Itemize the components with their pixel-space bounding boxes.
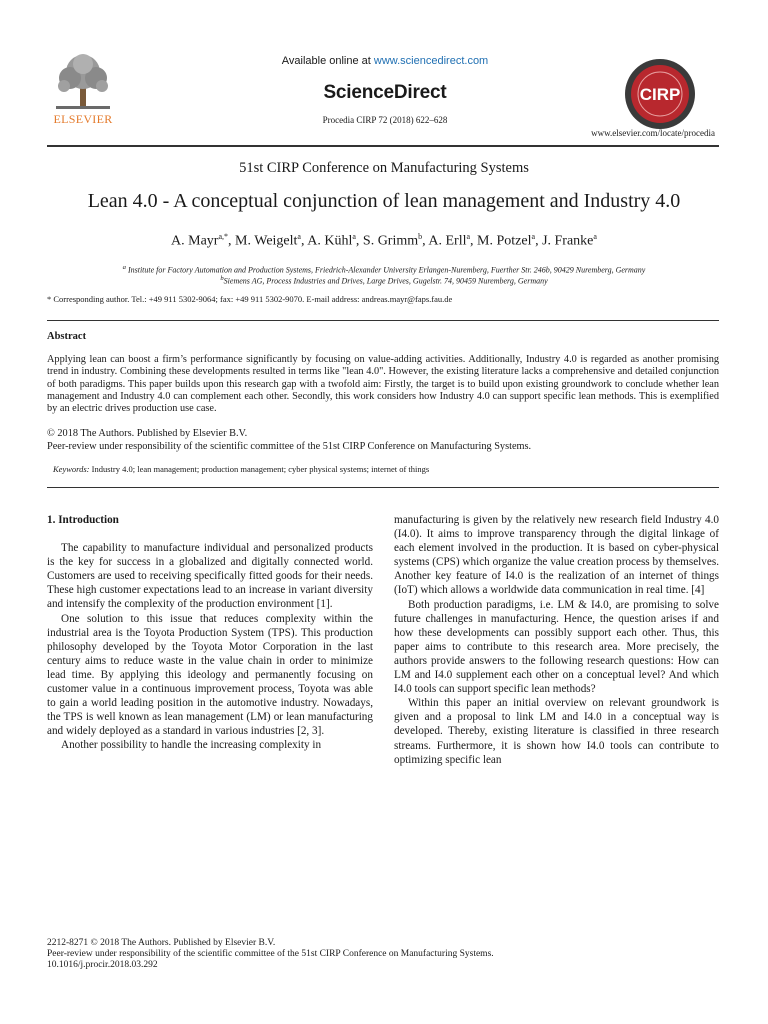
corresponding-author: * Corresponding author. Tel.: +49 911 5302-9064; fax: +49 911 5302-9070. E-mail address: andreas.mayr@faps.fau.de [47, 294, 453, 304]
publisher-name: ELSEVIER [53, 112, 113, 126]
cirp-logo [624, 58, 696, 130]
paragraph: manufacturing is given by the relatively new research field Industry 4.0 (I4.0). It aims to improve transparency through the digital linkage of each element involved in the production. It is based on cyber-physical systems (CPS) which organize the value creation process by themselves. Another key feature of I4.0 is the realization of an internet of things (IoT) which allows a worldwide data communication in real time. [4] [394, 514, 719, 597]
author: A. Erll [428, 233, 467, 249]
conference-name: 51st CIRP Conference on Manufacturing Systems [239, 160, 529, 176]
author-sup: a [466, 232, 471, 241]
affiliation-sup: a [122, 264, 126, 271]
author-sup: a,* [218, 232, 229, 241]
platform-name: ScienceDirect [323, 82, 447, 103]
affiliation-sup: b [220, 275, 224, 282]
paragraph: Within this paper an initial overview on relevant groundwork is given and a proposal to link LM and I4.0 in a conceptual way is developed. Thereby, existing literature is classified in three research streams. Furthermore, it is shown how I4.0 tools can contribute to optimizing specific lean [394, 697, 719, 766]
journal-url[interactable]: www.elsevier.com/locate/procedia [591, 128, 715, 138]
keywords-text: Industry 4.0; lean management; production management; cyber physical systems; internet of things [89, 464, 430, 474]
cirp-logo-icon [624, 58, 696, 130]
available-online [200, 55, 570, 67]
section-heading: 1. Introduction [47, 514, 119, 526]
page-footer [47, 938, 494, 971]
sciencedirect-link[interactable]: www.sciencedirect.com [373, 55, 489, 67]
footer-doi[interactable]: 10.1016/j.procir.2018.03.292 [47, 960, 158, 970]
abstract-top-divider [47, 320, 719, 321]
author: M. Potzel [477, 233, 532, 249]
paragraph: The capability to manufacture individual and personalized products is the key for success in a globalized and digitally connected world. Customers are used to receiving specifically fitted goods for their needs. These high customer expectations lead to an increase in variant diversity and intensify the complexity of the production environment [1]. [47, 542, 373, 611]
left-column [47, 513, 373, 753]
header-divider [47, 145, 719, 147]
author-sup: a [531, 232, 536, 241]
keywords-label: Keywords: [53, 464, 90, 474]
paragraph: Another possibility to handle the increasing complexity in [61, 739, 322, 752]
copyright-block [47, 428, 531, 453]
author-sup: a [593, 232, 597, 241]
author-sup: a [297, 232, 301, 241]
cirp-logo-text: CIRP [639, 85, 681, 104]
paper-title: Lean 4.0 - A conceptual conjunction of lean management and Industry 4.0 [87, 190, 681, 212]
footer-peer-review: Peer-review under responsibility of the scientific committee of the 51st CIRP Conference on Manufacturing Systems. [47, 949, 494, 959]
keywords [53, 464, 429, 474]
available-prefix: Available online at [281, 55, 374, 67]
elsevier-tree-icon [52, 52, 114, 110]
author: J. Franke [542, 233, 594, 249]
author-sup: b [418, 232, 423, 241]
author: A. Kühl [307, 233, 353, 249]
paragraph: One solution to this issue that reduces complexity within the industrial area is the Toyota Production System (TPS). This production philosophy developed by the Toyota Motor Corporation in the last century aims to reduce waste in the value chain in order to minimize lead time. By applying this ideology and permanently focusing on customer value in a continuous improvement process, Toyota was able to gain a world leading position in the automotive industry. Nowadays, the TPS is well known as lean management (LM) or lean manufacturing and widely deployed as a standard in various industries [2, 3]. [47, 612, 373, 738]
peer-review-line: Peer-review under responsibility of the scientific committee of the 51st CIRP Conference on Manufacturing Systems. [47, 440, 532, 452]
author: M. Weigelt [235, 233, 298, 249]
author-sup: a [352, 232, 356, 241]
elsevier-logo [46, 52, 120, 132]
abstract-bottom-divider [47, 487, 719, 488]
copyright-line: © 2018 The Authors. Published by Elsevier B.V. [47, 428, 248, 439]
paragraph: Both production paradigms, i.e. LM & I4.0, are promising to solve future challenges in manufacturing. Hence, the question arises if and how these developments can possibly support each other. Thus, this paper aims to contribute to this research area. More precisely, the authors provide answers to the following research questions: How can LM and I4.0 supplement each other on a conceptual level? And which I4.0 tools can support specific lean methods? [394, 598, 719, 696]
author: S. Grimm [362, 233, 419, 249]
author-list: A. Mayr$^{a,*}$, M. Weigelt$^a$, A. Kühl$^a$, S. Grimm$^b$, A. Erll$^a$, M. Potzel$^a$, J. Franke$^a$ [171, 232, 597, 249]
affiliation-b [0, 275, 768, 286]
affiliation-a [0, 264, 768, 275]
abstract-text: Applying lean can boost a firm’s performance significantly by focusing on value-adding activities. Additionally, Industry 4.0 is regarded as another promising trend in industry. Combining these developments resulted in terms like "lean 4.0". However, the existing literature lacks a comprehensive and detailed conjunction of both paradigms. This paper builds upon this research gap with a twofold aim: Firstly, the target is to build upon existing groundwork to conclude whether lean management and Industry 4.0 can complement each other. Secondly, this work considers how Industry 4.0 can support specific lean methods. This is exemplified by an electric drives production use case. [47, 354, 719, 415]
affiliation-text: Institute for Factory Automation and Production Systems, Friedrich-Alexander University Erlangen-Nuremberg, Fuerther Str. 246b, 90429 Nuremberg, Germany [127, 265, 646, 275]
abstract-heading: Abstract [47, 331, 87, 342]
affiliation-text: Siemens AG, Process Industries and Drives, Large Drives, Gugelstr. 74, 90459 Nuremberg, Germany [223, 276, 548, 286]
author: A. Mayr [171, 233, 219, 249]
footer-issn: 2212-8271 © 2018 The Authors. Published by Elsevier B.V. [47, 938, 276, 948]
right-column [394, 513, 719, 767]
journal-reference: Procedia CIRP 72 (2018) 622–628 [322, 115, 448, 125]
